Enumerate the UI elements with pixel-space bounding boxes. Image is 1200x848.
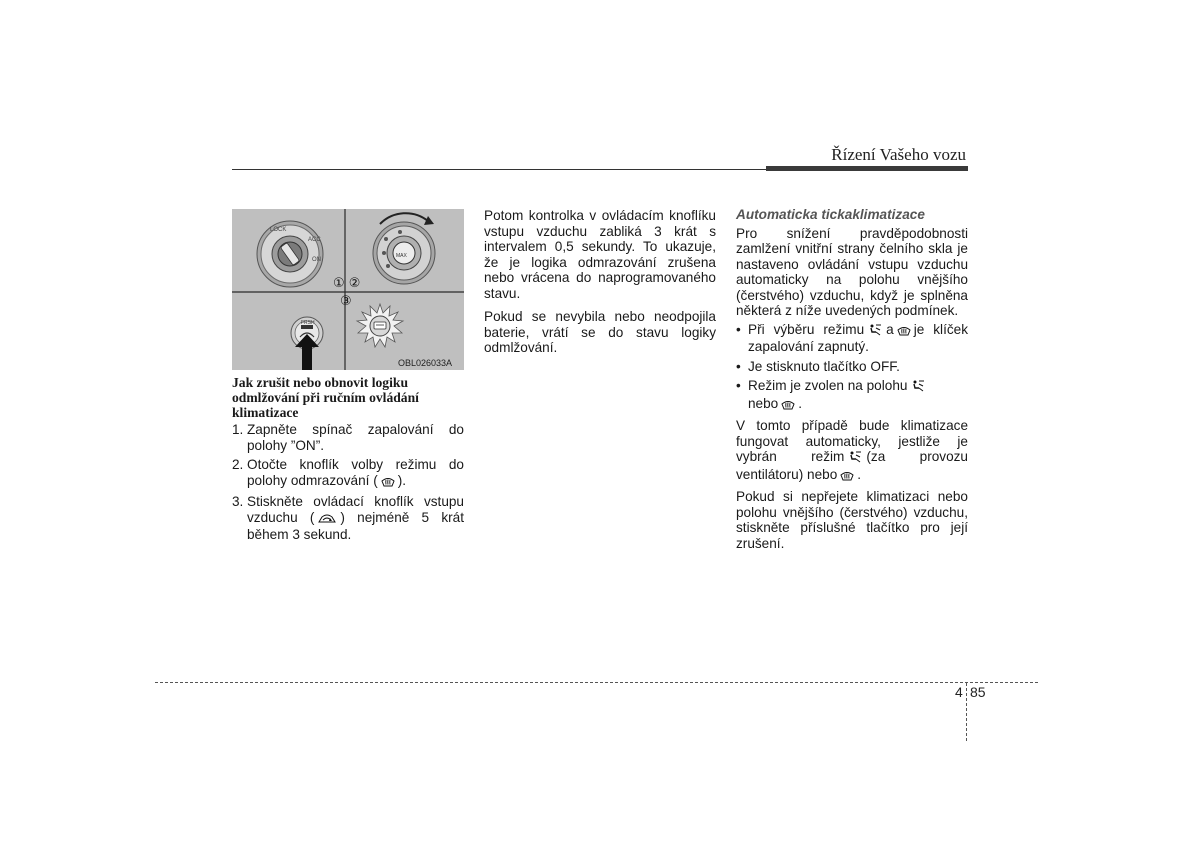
paragraph: Pro snížení pravděpodobnosti zamlžení vnitřní strany čelního skla je nastaveno ovládání vstupu vzduchu automaticky na polohu vnějšího (čerstvého) vzduchu, když je splněna některá z níže uvedených podmínek. (736, 225, 968, 318)
step-text-end: ) nejméně 5 krát během 3 sekund. (247, 509, 465, 542)
list-item (232, 422, 464, 453)
bullet-text: Je stisknuto tlačítko OFF. (748, 358, 900, 374)
step-number: 3. (232, 494, 244, 509)
windshield-defrost-icon (381, 475, 395, 491)
step-text: Otočte knoflík volby režimu do polohy odmrazování ( (247, 457, 464, 488)
paragraph-text: V tomto případě bude klimatizace fungovat automaticky, jestliže je vybrán režim (736, 418, 968, 464)
step-number: 1. (232, 422, 244, 437)
list-item (736, 378, 968, 413)
svg-text:LOCK: LOCK (270, 227, 287, 233)
paragraph (736, 418, 968, 484)
windshield-defrost-icon (781, 398, 795, 414)
steps-list (232, 422, 464, 543)
paragraph-text: . (857, 466, 862, 482)
air-intake-button-illustration (291, 317, 323, 370)
air-recirculation-icon (317, 512, 337, 528)
bullet-text: je klíček zapalování zapnutý. (748, 321, 968, 354)
svg-text:MAX: MAX (396, 253, 407, 259)
figure-code: OBL026033A (398, 358, 453, 368)
left-column (232, 375, 464, 547)
paragraph: Pokud si nepřejete klimatizaci nebo polohu vnějšího (čerstvého) vzduchu, stiskněte příslušné tlačítko pro její zrušení. (736, 489, 968, 551)
bullet-text: nebo (748, 395, 779, 411)
chapter-title: Řízení Vašeho vozu (831, 145, 966, 164)
list-item (232, 494, 464, 543)
bullet-text: Při výběru režimu (748, 321, 865, 337)
header-bar (766, 166, 968, 171)
blinking-indicator-illustration (357, 304, 403, 347)
control-knob-figure (232, 209, 464, 370)
mode-selector-knob-illustration (373, 213, 435, 284)
section-heading: Automaticka tickaklimatizace (736, 207, 925, 222)
footer-rule (155, 682, 1038, 683)
bullet-text: . (798, 395, 803, 411)
svg-text:ACC: ACC (308, 237, 321, 243)
bullet-text: Režim je zvolen na polohu (748, 378, 908, 393)
chapter-number: 4 (955, 684, 963, 700)
floor-defrost-icon (847, 451, 863, 467)
marker-three: ③ (340, 294, 352, 309)
marker-one-two: ① ② (333, 276, 361, 291)
bullet-text: a (886, 321, 894, 337)
footer-divider (966, 683, 967, 741)
floor-defrost-icon (910, 380, 926, 396)
paragraph: Pokud se nevybila nebo neodpojila baterie, vrátí se do stavu logiky odmlžování. (484, 309, 716, 355)
right-column (736, 207, 968, 559)
section-heading: Jak zrušit nebo obnovit logiku odmlžování při ručním ovládání klimatizace (232, 375, 419, 420)
paragraph: Potom kontrolka v ovládacím knoflíku vstupu vzduchu zabliká 3 krát s intervalem 0,5 sekundy. To ukazuje, že je logika odmrazování zrušena nebo vrácena do naprogramovaného stavu. (484, 208, 716, 301)
ignition-switch-illustration (257, 221, 323, 287)
conditions-list (736, 322, 968, 414)
step-text: Stiskněte ovládací knoflík vstupu vzduchu ( (247, 494, 464, 525)
list-item (736, 322, 968, 355)
page-number: 85 (970, 684, 986, 700)
svg-text:ON: ON (312, 257, 321, 263)
list-item (232, 457, 464, 490)
windshield-defrost-icon (840, 469, 854, 485)
step-number: 2. (232, 457, 244, 472)
floor-defrost-icon (867, 324, 883, 340)
step-text-end: ). (397, 472, 407, 488)
paragraph-text: (za provozu ventilátoru) nebo (736, 449, 968, 482)
fresh-label: FRSH (301, 320, 315, 326)
windshield-defrost-icon (897, 324, 911, 340)
middle-column (484, 208, 716, 364)
step-text: Zapněte spínač zapalování do polohy ”ON”. (247, 422, 464, 453)
list-item (736, 359, 968, 375)
